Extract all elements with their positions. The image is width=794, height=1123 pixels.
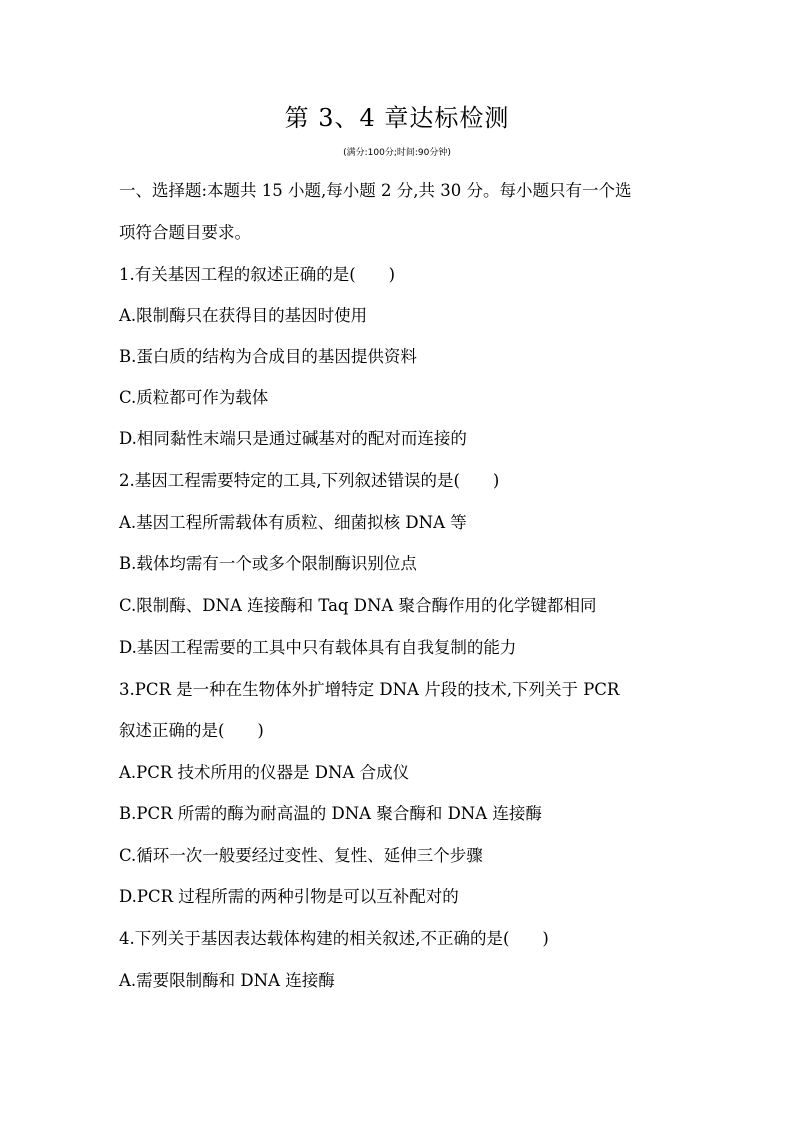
question-1-option-b: B.蛋白质的结构为合成目的基因提供资料: [119, 347, 417, 366]
section-heading-line-1: 一、选择题:本题共 15 小题,每小题 2 分,共 30 分。每小题只有一个选: [119, 181, 632, 200]
question-3-stem-line-1: 3.PCR 是一种在生物体外扩增特定 DNA 片段的技术,下列关于 PCR: [119, 680, 620, 699]
question-2-option-a: A.基因工程所需载体有质粒、细菌拟核 DNA 等: [119, 513, 467, 532]
question-4-option-a: A.需要限制酶和 DNA 连接酶: [119, 971, 335, 990]
question-1-stem: 1.有关基因工程的叙述正确的是( ): [119, 265, 396, 284]
question-3-option-d: D.PCR 过程所需的两种引物是可以互补配对的: [119, 887, 459, 906]
question-2-stem: 2.基因工程需要特定的工具,下列叙述错误的是( ): [119, 471, 500, 490]
question-3-option-a: A.PCR 技术所用的仪器是 DNA 合成仪: [119, 763, 410, 782]
question-2-option-b: B.载体均需有一个或多个限制酶识别位点: [119, 554, 417, 573]
question-1-option-d: D.相同黏性末端只是通过碱基对的配对而连接的: [119, 429, 467, 448]
page-title: 第 3、4 章达标检测: [284, 104, 510, 132]
question-1-option-a: A.限制酶只在获得目的基因时使用: [119, 306, 368, 325]
exam-info: (满分:100分;时间:90分钟): [343, 148, 451, 158]
question-4-stem: 4.下列关于基因表达载体构建的相关叙述,不正确的是( ): [119, 929, 549, 948]
section-heading-line-2: 项符合题目要求。: [119, 223, 251, 242]
question-1-option-c: C.质粒都可作为载体: [119, 388, 269, 407]
question-2-option-d: D.基因工程需要的工具中只有载体具有自我复制的能力: [119, 638, 517, 657]
question-2-option-c: C.限制酶、DNA 连接酶和 Taq DNA 聚合酶作用的化学键都相同: [119, 596, 597, 615]
question-3-option-c: C.循环一次一般要经过变性、复性、延伸三个步骤: [119, 846, 483, 865]
question-3-option-b: B.PCR 所需的酶为耐高温的 DNA 聚合酶和 DNA 连接酶: [119, 804, 542, 823]
question-3-stem-line-2: 叙述正确的是( ): [119, 721, 264, 740]
